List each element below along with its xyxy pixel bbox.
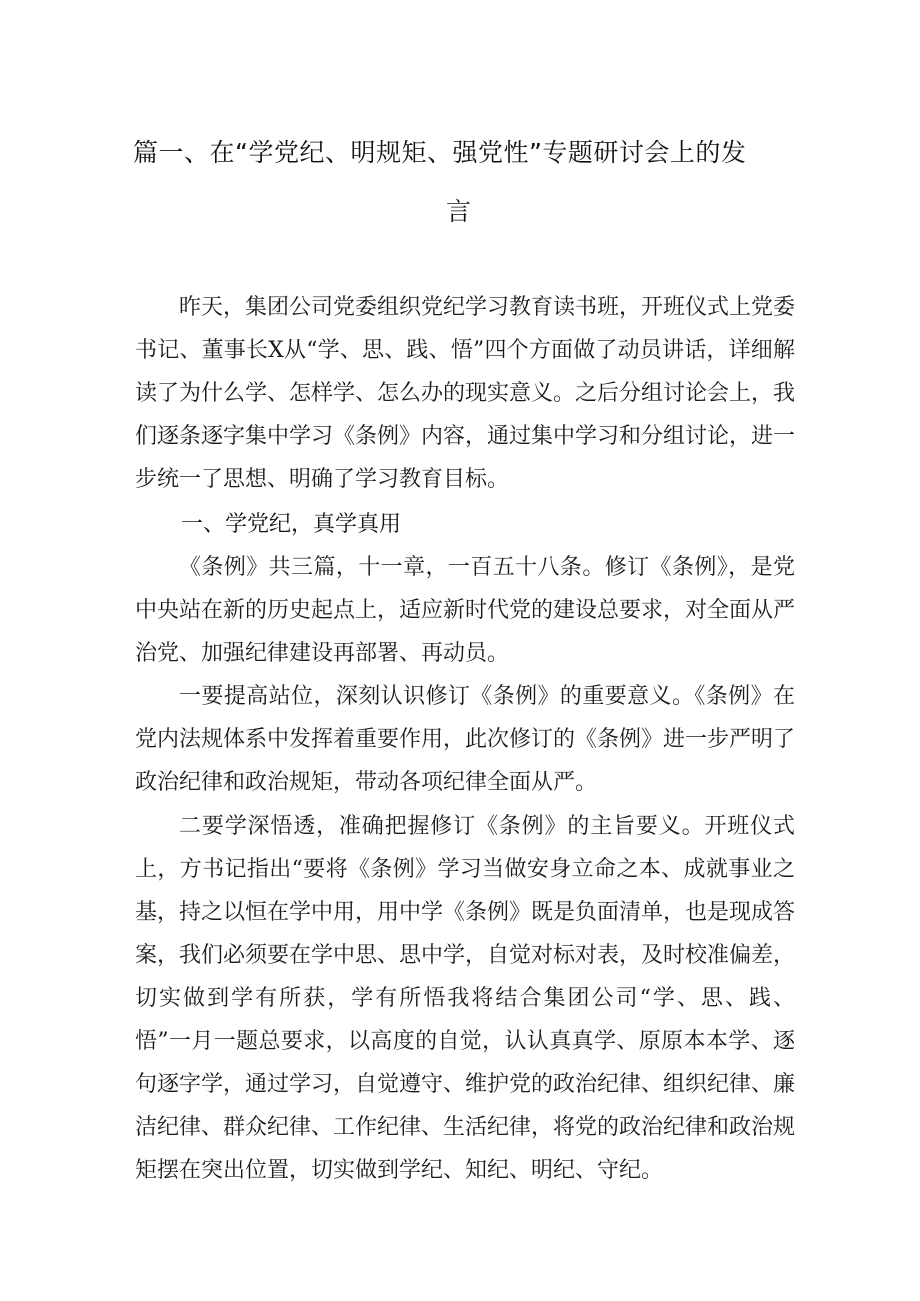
section-heading: 一、学党纪，真学真用 — [181, 512, 402, 537]
paragraph-text: 昨天，集团公司党委组织党纪学习教育读书班，开班仪式上党委书记、董事长X从“学、思、践、悟”四个方面做了动员讲话，详细解读了为什么学、怎样学、怎么办的现实意义。之后分组讨论会上，我们逐条逐字集中学习《条例》内容，通过集中学习和分组讨论，进一步统一了思想、明确了学习教育目标。 — [135, 295, 796, 492]
document-title-line-2: 言 — [446, 197, 472, 226]
paragraph-point-two — [135, 805, 795, 1192]
paragraph-text: 一要提高站位，深刻认识修订《条例》的重要意义。《条例》在党内法规体系中发挥着重要作用，此次修订的《条例》进一步严明了政治纪律和政治规矩，带动各项纪律全面从严。 — [135, 684, 796, 795]
paragraph-text: 《条例》共三篇，十一章，一百五十八条。修订《条例》，是党中央站在新的历史起点上，适应新时代党的建设总要求，对全面从严治党、加强纪律建设再部署、再动员。 — [135, 555, 796, 666]
paragraph-intro — [135, 286, 795, 501]
paragraph-point-one — [135, 675, 795, 804]
document-title-line-1: 篇一、在“学党纪、明规矩、强党性”专题研讨会上的发 — [133, 138, 747, 167]
paragraph-text: 二要学深悟透，准确把握修订《条例》的主旨要义。开班仪式上，方书记指出“要将《条例》学习当做安身立命之本、成就事业之基，持之以恒在学中用，用中学《条例》既是负面清单，也是现成答案，我们必须要在学中思、思中学，自觉对标对表，及时校准偏差，切实做到学有所获，学有所悟我将结合集团公司“学、思、践、悟”一月一题总要求，以高度的自觉，认认真真学、原原本本学、逐句逐字学，通过学习，自觉遵守、维护党的政治纪律、组织纪律、廉洁纪律、群众纪律、工作纪律、生活纪律，将党的政治纪律和政治规矩摆在突出位置，切实做到学纪、知纪、明纪、守纪。 — [135, 814, 796, 1183]
paragraph-regulation-overview — [135, 546, 795, 675]
